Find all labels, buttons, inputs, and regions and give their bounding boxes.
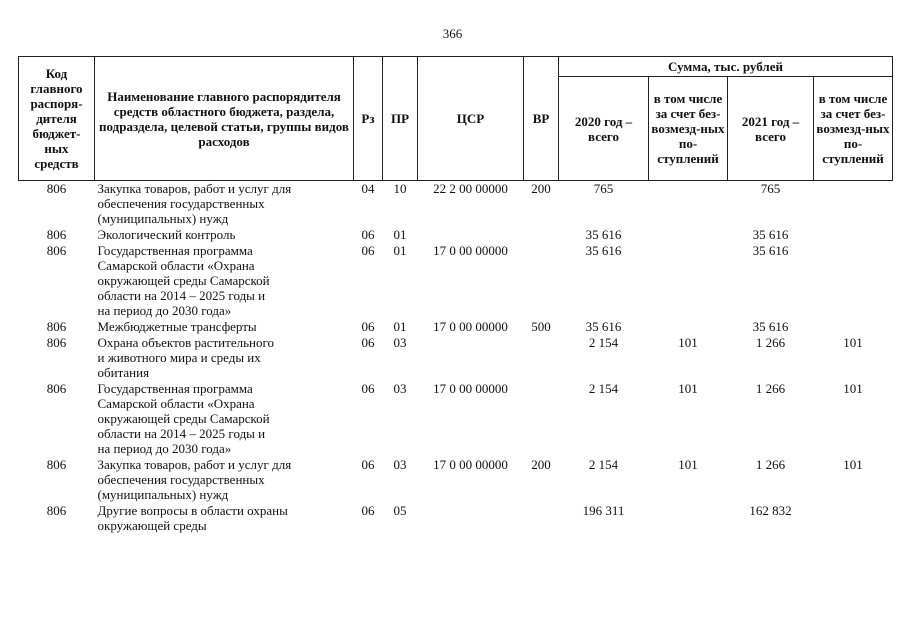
cell-name: Другие вопросы в области охраны окружающей среды: [97, 503, 288, 533]
cell-csr: 17 0 00 00000: [433, 457, 508, 472]
cell-2020-free: [649, 243, 728, 319]
budget-table: [18, 56, 893, 534]
cell-vr: [524, 381, 559, 457]
cell-code: 806: [46, 243, 67, 258]
table-row: [19, 335, 893, 381]
cell-code: 806: [46, 335, 67, 350]
cell-code: 806: [46, 319, 67, 334]
table-row: [19, 503, 893, 534]
table-row: [19, 243, 893, 319]
cell-rz: 06: [361, 381, 375, 396]
cell-csr: [418, 227, 524, 243]
cell-name: Закупка товаров, работ и услуг для обеспечения государственных (муниципальных) нужд: [97, 181, 292, 226]
header-2021-free: в том числе за счет без-возмезд-ных по-ступлений: [814, 77, 893, 181]
cell-name: Государственная программа Самарской области «Охрана окружающей среды Самарской области на 2014 – 2025 годы и на период до 2030 года»: [97, 243, 270, 318]
cell-2021-free: [814, 243, 893, 319]
cell-vr: [524, 335, 559, 381]
header-2020-free: в том числе за счет без-возмезд-ных по-ступлений: [649, 77, 728, 181]
cell-2021-total: 35 616: [752, 243, 789, 258]
table-row: [19, 319, 893, 335]
cell-2021-total: 1 266: [755, 335, 786, 350]
header-2020-total: 2020 год – всего: [559, 77, 649, 181]
cell-2020-total: 2 154: [588, 381, 619, 396]
cell-2020-free: [649, 181, 728, 228]
cell-2020-total: 196 311: [582, 503, 625, 518]
cell-2020-total: 35 616: [585, 227, 622, 242]
cell-2021-total: 35 616: [752, 319, 789, 334]
cell-2020-free: [649, 227, 728, 243]
cell-pr: 01: [393, 319, 407, 334]
cell-rz: 06: [361, 243, 375, 258]
cell-vr: 200: [531, 181, 551, 196]
cell-rz: 06: [361, 503, 375, 518]
cell-2020-total: 765: [593, 181, 614, 196]
cell-vr: 500: [531, 319, 551, 334]
cell-csr: [418, 503, 524, 534]
cell-rz: 06: [361, 227, 375, 242]
table-body: [19, 181, 893, 535]
cell-2020-total: 35 616: [585, 243, 622, 258]
table-row: [19, 181, 893, 228]
cell-vr: [524, 243, 559, 319]
cell-pr: 03: [393, 381, 407, 396]
cell-pr: 05: [393, 503, 407, 518]
cell-name: Экологический контроль: [97, 227, 236, 242]
cell-2021-total: 765: [760, 181, 781, 196]
cell-pr: 10: [393, 181, 407, 196]
cell-2020-free: [649, 503, 728, 534]
header-csr: ЦСР: [418, 57, 524, 181]
cell-csr: 17 0 00 00000: [433, 381, 508, 396]
cell-2021-total: 35 616: [752, 227, 789, 242]
cell-code: 806: [46, 181, 67, 196]
cell-name: Закупка товаров, работ и услуг для обеспечения государственных (муниципальных) нужд: [97, 457, 292, 502]
cell-2021-total: 1 266: [755, 457, 786, 472]
cell-2020-free: 101: [678, 457, 698, 472]
page-number: 366: [442, 26, 463, 41]
cell-2021-free: [814, 181, 893, 228]
cell-2021-free: 101: [843, 381, 863, 396]
cell-csr: [418, 335, 524, 381]
cell-code: 806: [46, 457, 67, 472]
cell-rz: 06: [361, 319, 375, 334]
cell-2021-free: [814, 227, 893, 243]
cell-csr: 17 0 00 00000: [433, 243, 508, 258]
cell-2021-free: [814, 503, 893, 534]
cell-vr: 200: [531, 457, 551, 472]
cell-2020-free: 101: [678, 381, 698, 396]
header-pr: ПР: [383, 57, 418, 181]
cell-2020-total: 2 154: [588, 457, 619, 472]
header-rz: Рз: [354, 57, 383, 181]
cell-2020-total: 2 154: [588, 335, 619, 350]
cell-pr: 03: [393, 457, 407, 472]
cell-rz: 04: [361, 181, 375, 196]
cell-2020-free: [649, 319, 728, 335]
header-sum: Сумма, тыс. рублей: [559, 57, 893, 77]
header-code: Код главного распоря-дителя бюджет-ных средств: [19, 57, 95, 181]
cell-name: Государственная программа Самарской области «Охрана окружающей среды Самарской области на 2014 – 2025 годы и на период до 2030 года»: [97, 381, 270, 456]
cell-code: 806: [46, 227, 67, 242]
cell-rz: 06: [361, 457, 375, 472]
table-header: [19, 57, 893, 181]
header-name: Наименование главного распорядителя средств областного бюджета, раздела, подраздела, целевой статьи, группы видов расходов: [95, 57, 354, 181]
table-row: [19, 457, 893, 503]
cell-code: 806: [46, 503, 67, 518]
header-vr: ВР: [524, 57, 559, 181]
cell-name: Охрана объектов растительного и животного мира и среды их обитания: [97, 335, 274, 380]
cell-code: 806: [46, 381, 67, 396]
cell-2020-free: 101: [678, 335, 698, 350]
cell-vr: [524, 503, 559, 534]
cell-2021-free: 101: [843, 335, 863, 350]
cell-name: Межбюджетные трансферты: [97, 319, 257, 334]
cell-pr: 03: [393, 335, 407, 350]
cell-2020-total: 35 616: [585, 319, 622, 334]
cell-2021-free: [814, 319, 893, 335]
table-row: [19, 227, 893, 243]
header-2021-total: 2021 год – всего: [728, 77, 814, 181]
cell-2021-total: 162 832: [749, 503, 792, 518]
cell-csr: 22 2 00 00000: [433, 181, 508, 196]
cell-pr: 01: [393, 227, 407, 242]
cell-rz: 06: [361, 335, 375, 350]
cell-2021-free: 101: [843, 457, 863, 472]
table-row: [19, 381, 893, 457]
cell-2021-total: 1 266: [755, 381, 786, 396]
cell-csr: 17 0 00 00000: [433, 319, 508, 334]
cell-pr: 01: [393, 243, 407, 258]
cell-vr: [524, 227, 559, 243]
